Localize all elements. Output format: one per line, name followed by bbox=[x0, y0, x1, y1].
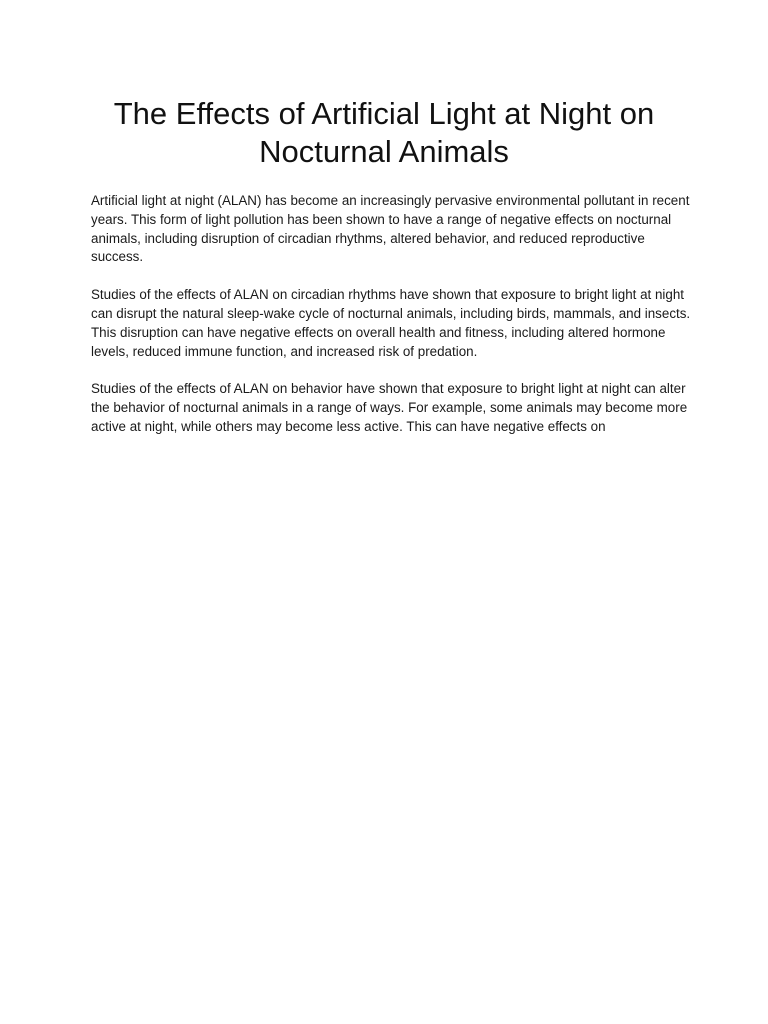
paragraph-1: Artificial light at night (ALAN) has become an increasingly pervasive environmental pollutant in recent years. This form of light pollution has been shown to have a range of negative effects on nocturnal animals, including disruption of circadian rhythms, altered behavior, and reduced reproductive success. bbox=[91, 193, 690, 265]
paragraph-3: Studies of the effects of ALAN on behavior have shown that exposure to bright light at night can alter the behavior of nocturnal animals in a range of ways. For example, some animals may become more active at night, while others may become less active. This can have negative effects on bbox=[91, 381, 688, 434]
document-body bbox=[91, 192, 691, 456]
document-title: The Effects of Artificial Light at Night on Nocturnal Animals bbox=[113, 96, 655, 169]
paragraph-2: Studies of the effects of ALAN on circadian rhythms have shown that exposure to bright light at night can disrupt the natural sleep-wake cycle of nocturnal animals, including birds, mammals, and insects. This disruption can have negative effects on overall health and fitness, including altered hormone levels, reduced immune function, and increased risk of predation. bbox=[91, 287, 691, 359]
